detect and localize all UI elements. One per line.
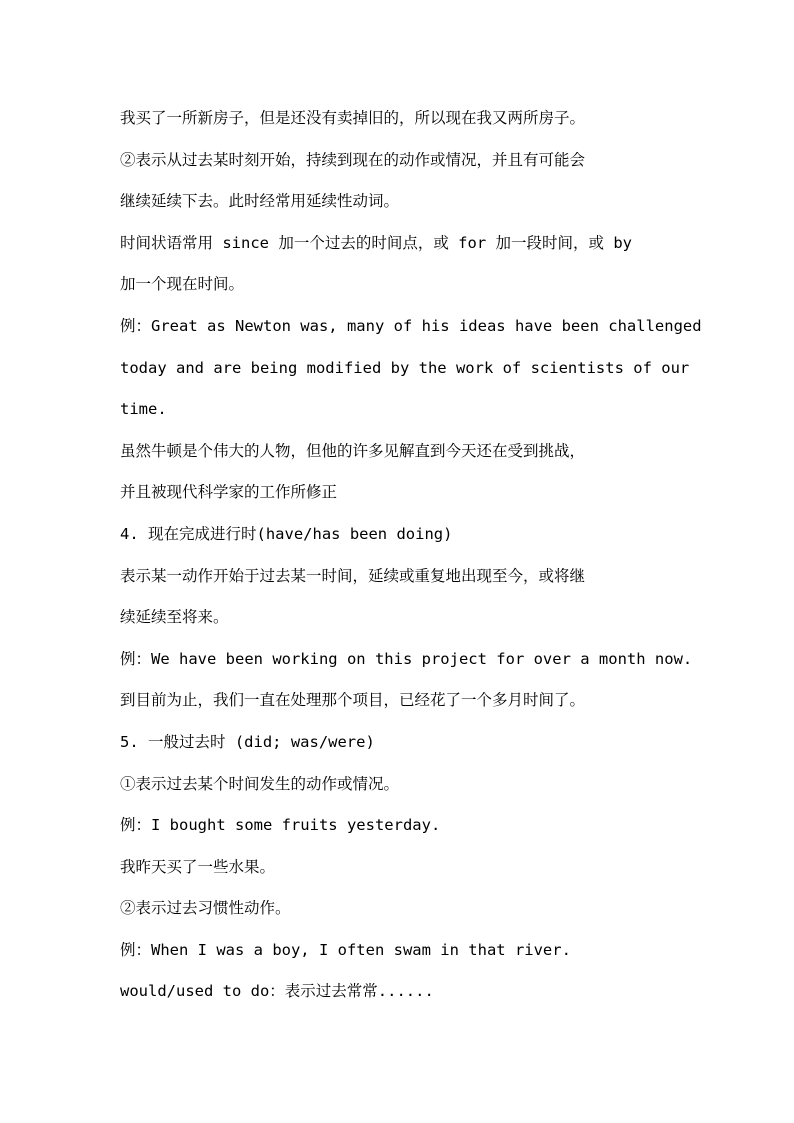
example-line: time. (120, 400, 167, 419)
section-heading: 5. 一般过去时 (did; was/were) (120, 732, 375, 751)
text-line: 时间状语常用 since 加一个过去的时间点，或 for 加一段时间，或 by (120, 233, 632, 252)
example-line: 例：When I was a boy, I often swam in that river. (120, 940, 571, 959)
text-line: 继续延续下去。此时经常用延续性动词。 (120, 192, 400, 211)
text-line: 加一个现在时间。 (120, 275, 245, 294)
text-line: 续延续至将来。 (120, 608, 229, 627)
translation-line: 到目前为止，我们一直在处理那个项目，已经花了一个多月时间了。 (120, 691, 586, 710)
translation-line: 虽然牛顿是个伟大的人物，但他的许多见解直到今天还在受到挑战， (120, 441, 586, 460)
example-line: 例：I bought some fruits yesterday. (120, 816, 441, 835)
text-line: ②表示过去习惯性动作。 (120, 899, 291, 918)
document-body (120, 98, 702, 1013)
translation-line: 我昨天买了一些水果。 (120, 857, 276, 876)
example-line: 例：We have been working on this project for over a month now. (120, 649, 693, 668)
text-line: would/used to do：表示过去常常...... (120, 982, 434, 1001)
text-line: 表示某一动作开始于过去某一时间，延续或重复地出现至今，或将继 (120, 566, 586, 585)
text-line: ②表示从过去某时刻开始，持续到现在的动作或情况，并且有可能会 (120, 150, 586, 169)
text-line: 我买了一所新房子，但是还没有卖掉旧的，所以现在我又两所房子。 (120, 109, 586, 127)
translation-line: 并且被现代科学家的工作所修正 (120, 483, 338, 502)
text-line: ①表示过去某个时间发生的动作或情况。 (120, 774, 400, 793)
example-line: today and are being modified by the work of scientists of our (120, 358, 690, 377)
example-line: 例：Great as Newton was, many of his ideas have been challenged (120, 316, 702, 335)
section-heading: 4. 现在完成进行时(have/has been doing) (120, 524, 453, 543)
